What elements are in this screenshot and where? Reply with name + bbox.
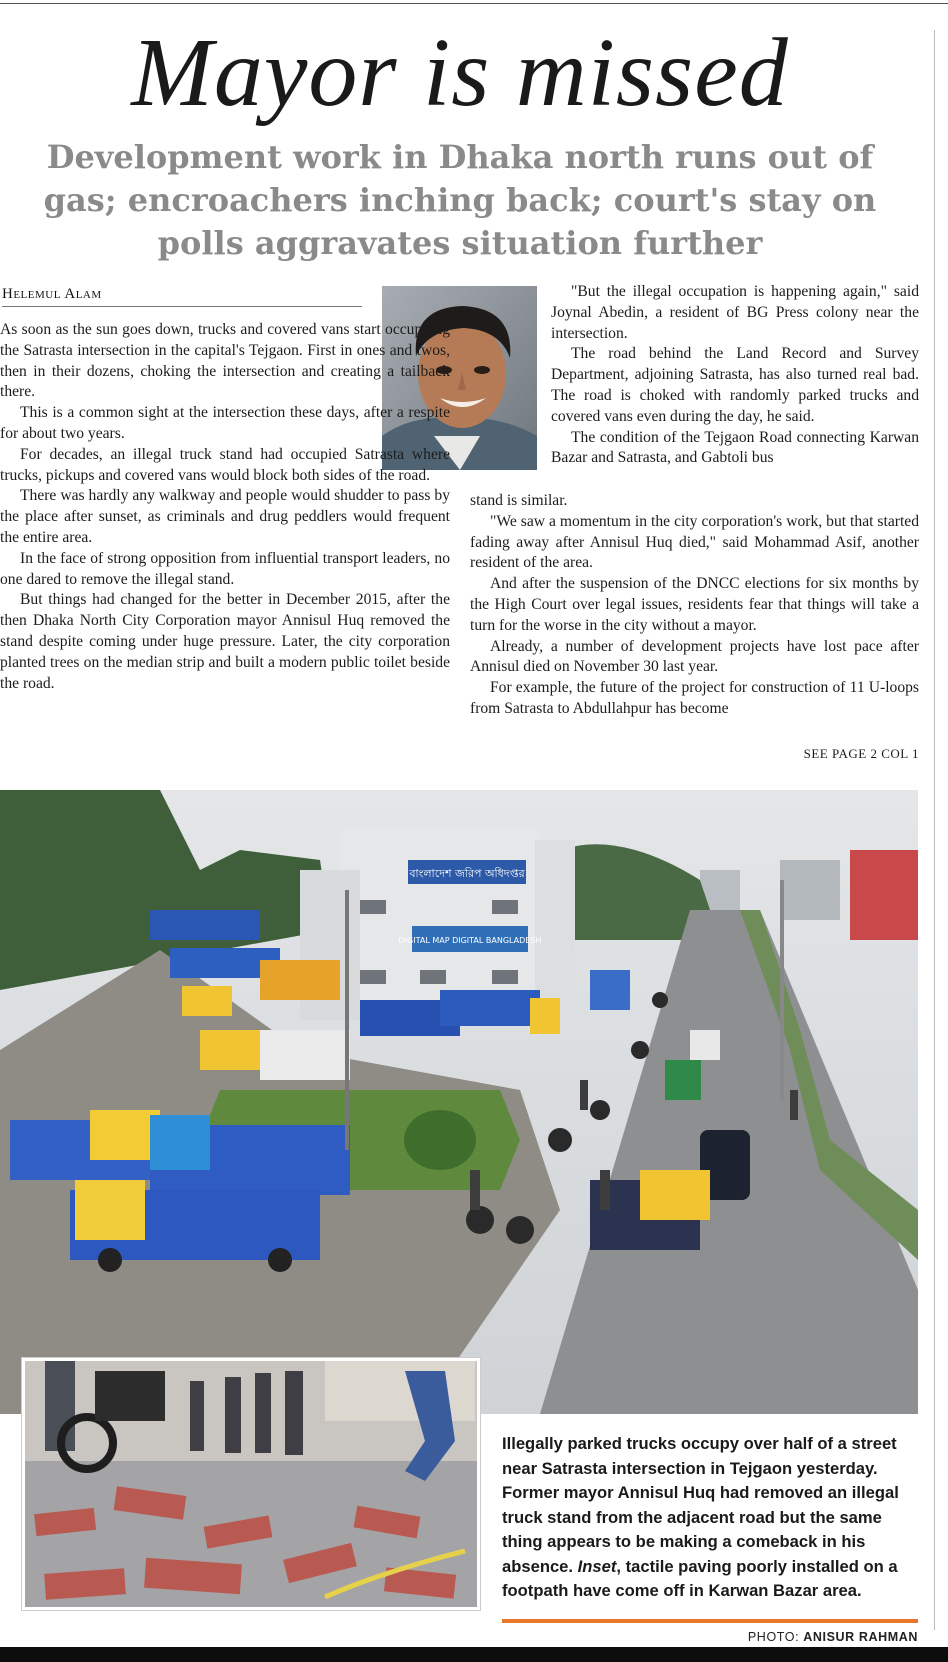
- paragraph: And after the suspension of the DNCC elections for six months by the High Court over legal issues, residents fear that things will take a turn for the worse in the city without a mayor.: [470, 575, 919, 634]
- paragraph: "We saw a momentum in the city corporation's work, but that started fading away after Annisul Huq died," said Mohammad Asif, another resident of the area.: [470, 512, 919, 572]
- headline: Mayor is missed: [131, 19, 789, 127]
- continuation-link[interactable]: SEE PAGE 2 COL 1: [803, 746, 919, 761]
- article-column-2-top: [551, 282, 919, 469]
- article-column-2-bottom: [470, 491, 919, 720]
- paragraph: Already, a number of development projects have lost pace after Annisul died on November 30 last year.: [470, 637, 919, 676]
- main-photo: [0, 790, 918, 1414]
- article-column-1: [0, 320, 450, 694]
- paragraph: But things had changed for the better in December 2015, after the then Dhaka North City Corporation mayor Annisul Huq removed the stand despite coming under huge pressure. Later, the city corporation planted trees on the median strip and built a modern public toilet beside the road.: [0, 591, 450, 692]
- caption-inset-label: Inset: [577, 1556, 617, 1576]
- caption-text: Illegally parked trucks occupy over half of a street near Satrasta intersection in Tejgaon yesterday. Former mayor Annisul Huq had removed an illegal truck stand from the adjacent road but the same thing appears to be making a comeback in his absence.: [502, 1434, 899, 1576]
- paragraph: stand is similar.: [470, 492, 568, 509]
- paragraph: For decades, an illegal truck stand had occupied Satrasta where trucks, pickups and covered vans would block both sides of the road.: [0, 445, 450, 484]
- paragraph: The road behind the Land Record and Survey Department, adjoining Satrasta, has also turned real bad. The road is choked with randomly parked trucks and covered vans even during the day, he said.: [551, 345, 919, 425]
- byline: Helemul Alam: [2, 286, 102, 302]
- paragraph: "But the illegal occupation is happening again," said Joynal Abedin, a resident of BG Press colony near the intersection.: [551, 283, 919, 342]
- top-rule: [0, 3, 948, 4]
- photo-credit: [690, 1630, 918, 1644]
- column-rule: [934, 30, 935, 1630]
- inset-photo: [22, 1358, 480, 1610]
- subheadline: Development work in Dhaka north runs out of gas; encroachers inching back; court's stay on polls aggravates situation further: [43, 138, 877, 262]
- caption-rule: [502, 1619, 918, 1623]
- paragraph: For example, the future of the project for construction of 11 U-loops from Satrasta to Abdullahpur has become: [470, 679, 919, 717]
- credit-name: ANISUR RAHMAN: [803, 1630, 918, 1644]
- photo-caption: [502, 1432, 922, 1604]
- banner-sign-text: DIGITAL MAP DIGITAL BANGLADESH: [398, 936, 542, 945]
- credit-prefix: PHOTO:: [747, 1630, 800, 1644]
- building-sign-text: বাংলাদেশ জরিপ অধিদপ্তর: [409, 867, 525, 880]
- paragraph: There was hardly any walkway and people would shudder to pass by the place after sunset, as criminals and drug peddlers would frequent the entire area.: [0, 487, 450, 546]
- paragraph: The condition of the Tejgaon Road connecting Karwan Bazar and Satrasta, and Gabtoli bus: [551, 428, 919, 467]
- paragraph: In the face of strong opposition from influential transport leaders, no one dared to remove the illegal stand.: [0, 549, 450, 588]
- bottom-bar: [0, 1647, 948, 1662]
- paragraph: This is a common sight at the intersection these days, after a respite for about two years.: [0, 404, 450, 442]
- paragraph: As soon as the sun goes down, trucks and covered vans start occupying the Satrasta intersection in the capital's Tejgaon. First in ones and twos, then in their dozens, choking the intersection and creating a tailback there.: [0, 321, 450, 401]
- byline-rule: [2, 306, 362, 307]
- caption-text-inset: , tactile paving poorly installed on a footpath have come off in Karwan Bazar area.: [502, 1556, 898, 1600]
